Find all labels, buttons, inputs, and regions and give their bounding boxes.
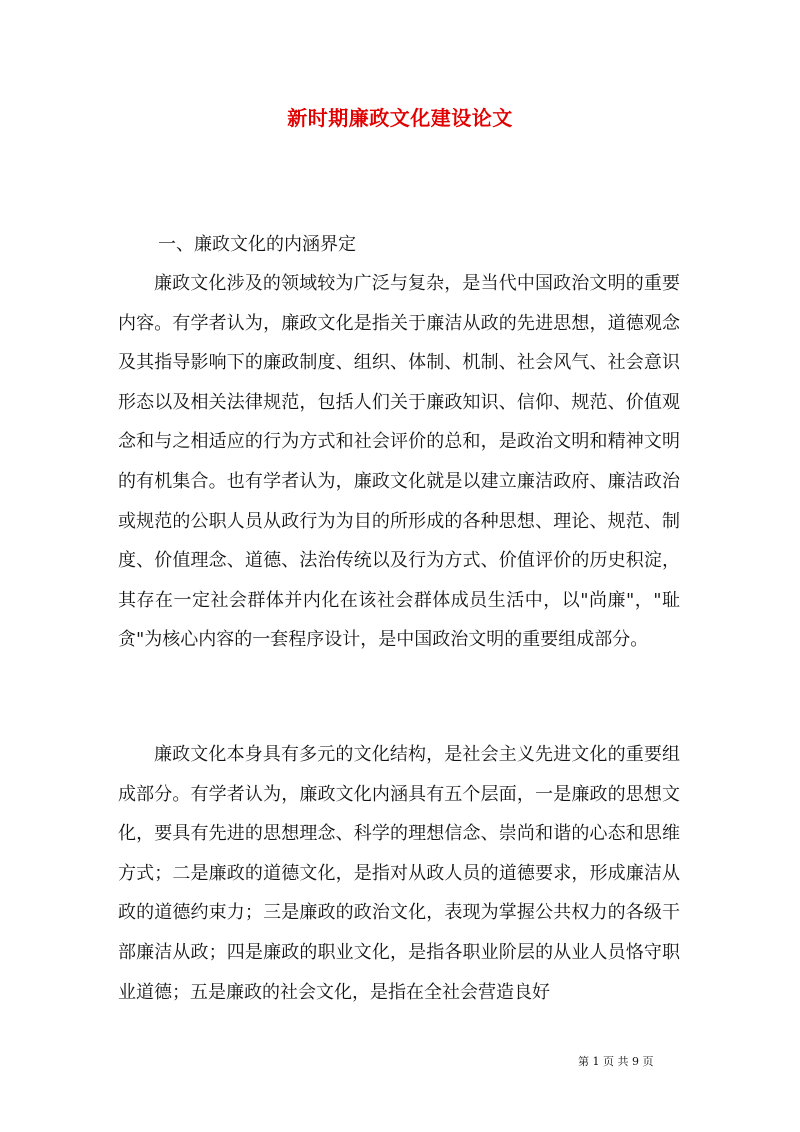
body-paragraph: 廉政文化本身具有多元的文化结构，是社会主义先进文化的重要组成部分。有学者认为，廉政文化内涵具有五个层面，一是廉政的思想文化，要具有先进的思想理念、科学的理想信念、崇尚和谐的心态和思维方式；二是廉政的道德文化，是指对从政人员的道德要求，形成廉洁从政的道德约束力；三是廉政的政治文化，表现为掌握公共权力的各级干部廉洁从政；四是廉政的职业文化，是指各职业阶层的从业人员恪守职业道德；五是廉政的社会文化，是指在全社会营造良好: [118, 744, 680, 1003]
page-number: 第 1 页 共 9 页: [578, 1055, 654, 1068]
section-heading: 一、廉政文化的内涵界定: [158, 234, 356, 255]
document-title: 新时期廉政文化建设论文: [287, 106, 513, 130]
body-paragraph: 廉政文化涉及的领域较为广泛与复杂，是当代中国政治文明的重要内容。有学者认为，廉政文化是指关于廉洁从政的先进思想，道德观念及其指导影响下的廉政制度、组织、体制、机制、社会风气、社会意识形态以及相关法律规范，包括人们关于廉政知识、信仰、规范、价值观念和与之相适应的行为方式和社会评价的总和，是政治文明和精神文明的有机集合。也有学者认为，廉政文化就是以建立廉洁政府、廉洁政治或规范的公职人员从政行为为目的所形成的各种思想、理论、规范、制度、价值理念、道德、法治传统以及行为方式、价值评价的历史积淀，其存在一定社会群体并内化在该社会群体成员生活中，以"尚廉"，"耻贪"为核心内容的一套程序设计，是中国政治文明的重要组成部分。: [118, 273, 680, 651]
